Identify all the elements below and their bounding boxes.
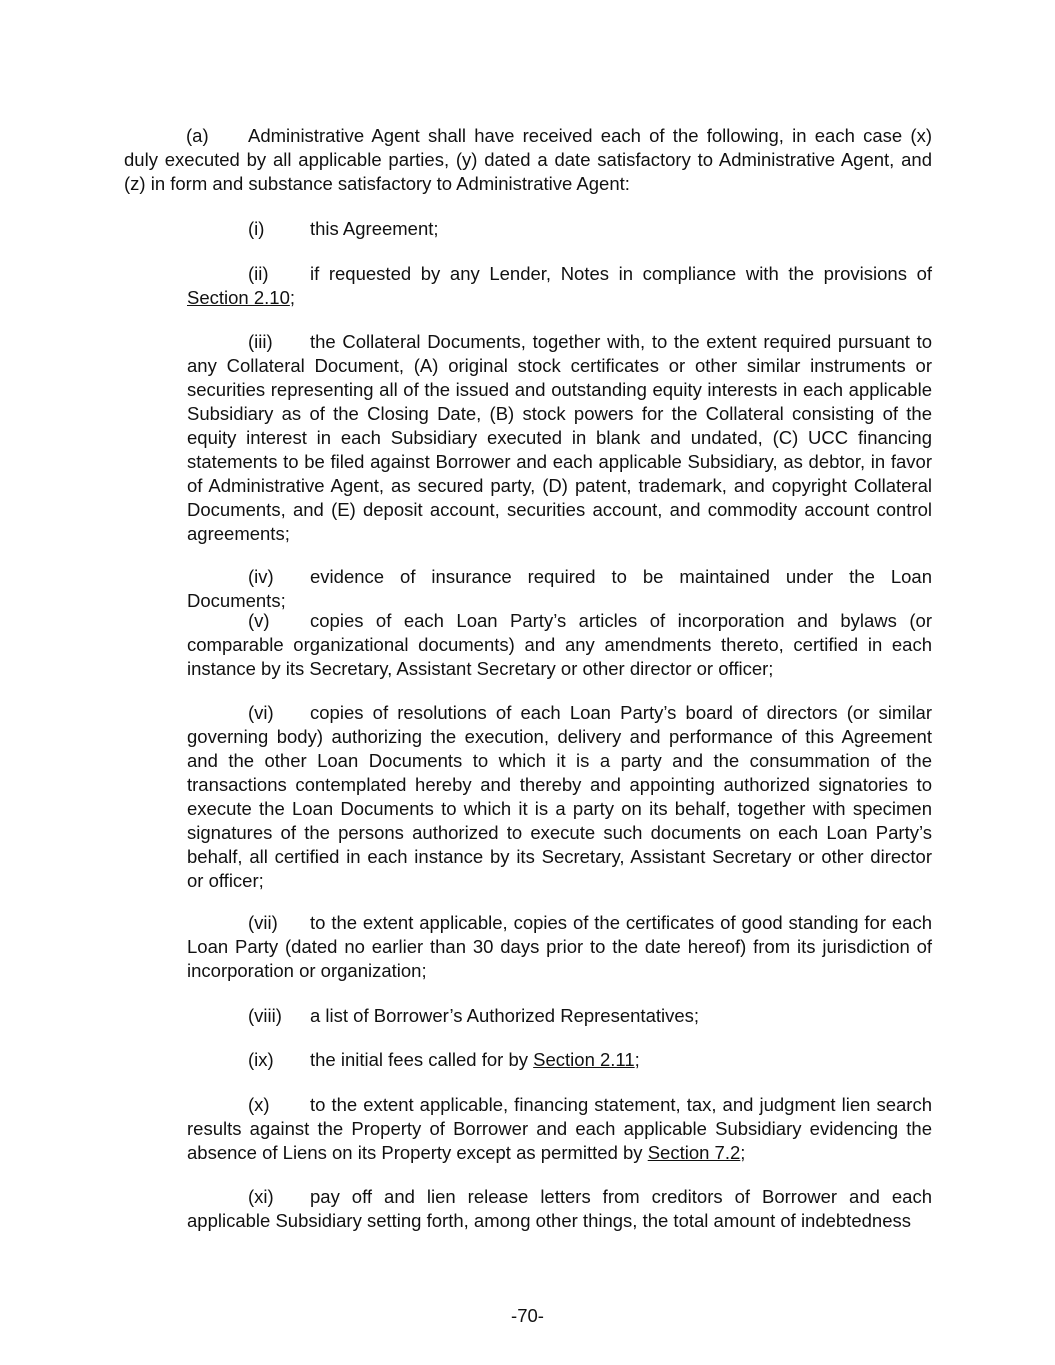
list-item-vii [187,911,932,983]
section-a-paragraph [124,124,932,196]
list-item-number: (x) [248,1094,270,1115]
section-reference-link[interactable]: Section 7.2 [647,1142,741,1163]
list-item-ii [187,262,932,310]
list-item-number: (iv) [248,566,274,587]
list-item-number: (viii) [248,1005,282,1026]
list-item-text: to the extent applicable, copies of the certificates of good standing for each Loan Party (dated no earlier than 30 days prior to the date hereof) from its jurisdiction of incorporation or organization; [187,912,932,981]
list-item-text: this Agreement; [310,218,439,239]
list-item-ix [187,1048,932,1072]
list-item-xi [187,1185,932,1233]
list-item-text-end: ; [289,287,295,308]
list-item-vi [187,701,932,893]
list-item-number: (vii) [248,912,278,933]
list-item-number: (ii) [248,263,269,284]
list-item-number: (ix) [248,1049,274,1070]
section-a-text: Administrative Agent shall have received each of the following, in each case (x) duly executed by all applicable parties, (y) dated a date satisfactory to Administrative Agent, and (z) in form and substance satisfactory to Administrative Agent: [124,125,932,194]
list-item-text-end: ; [634,1049,640,1070]
list-item-v [187,609,932,681]
list-item-number: (xi) [248,1186,274,1207]
list-item-i [187,217,932,241]
list-item-number: (vi) [248,702,274,723]
list-item-text: a list of Borrower’s Authorized Representatives; [310,1005,700,1026]
list-item-x [187,1093,932,1165]
list-item-text: evidence of insurance required to be maintained under the Loan Documents; [187,566,932,611]
list-item-text: the initial fees called for by [310,1049,534,1070]
list-item-iv [187,565,932,613]
section-a-label: (a) [186,125,209,146]
list-item-text: copies of each Loan Party’s articles of incorporation and bylaws (or comparable organizational documents) and any amendments thereto, certified in each instance by its Secretary, Assistant Secretary or other director or officer; [187,610,932,679]
list-item-text: if requested by any Lender, Notes in compliance with the provisions of [310,263,932,284]
list-item-text-end: ; [740,1142,746,1163]
list-item-text: the Collateral Documents, together with, to the extent required pursuant to any Collateral Document, (A) original stock certificates or other similar instruments or securities representing all of the issued and outstanding equity interests in each applicable Subsidiary as of the Closing Date, (B) stock powers for the Collateral consisting of the equity interest in each Subsidiary executed in blank and undated, (C) UCC financing statements to be filed against Borrower and each applicable Subsidiary, as debtor, in favor of Administrative Agent, as secured party, (D) patent, trademark, and copyright Collateral Documents, and (E) deposit account, securities account, and commodity account control agreements; [187,331,932,544]
list-item-viii [187,1004,932,1028]
list-item-number: (iii) [248,331,273,352]
list-item-number: (i) [248,218,265,239]
list-item-number: (v) [248,610,270,631]
list-item-text: pay off and lien release letters from creditors of Borrower and each applicable Subsidiary setting forth, among other things, the total amount of indebtedness [187,1186,932,1231]
section-reference-link[interactable]: Section 2.10 [187,287,290,308]
list-item-text: to the extent applicable, financing statement, tax, and judgment lien search results against the Property of Borrower and each applicable Subsidiary evidencing the absence of Liens on its Property except as permitted by [187,1094,932,1163]
list-item-iii [187,330,932,546]
section-reference-link[interactable]: Section 2.11 [533,1049,635,1070]
list-item-text: copies of resolutions of each Loan Party’s board of directors (or similar governing body) authorizing the execution, delivery and performance of this Agreement and the other Loan Documents to which it is a party and the consummation of the transactions contemplated hereby and thereby and appointing authorized signatories to execute the Loan Documents to which it is a party on its behalf, together with specimen signatures of the persons authorized to execute such documents on each Loan Party’s behalf, all certified in each instance by its Secretary, Assistant Secretary or other director or officer; [187,702,932,891]
page-number: -70- [511,1305,544,1326]
